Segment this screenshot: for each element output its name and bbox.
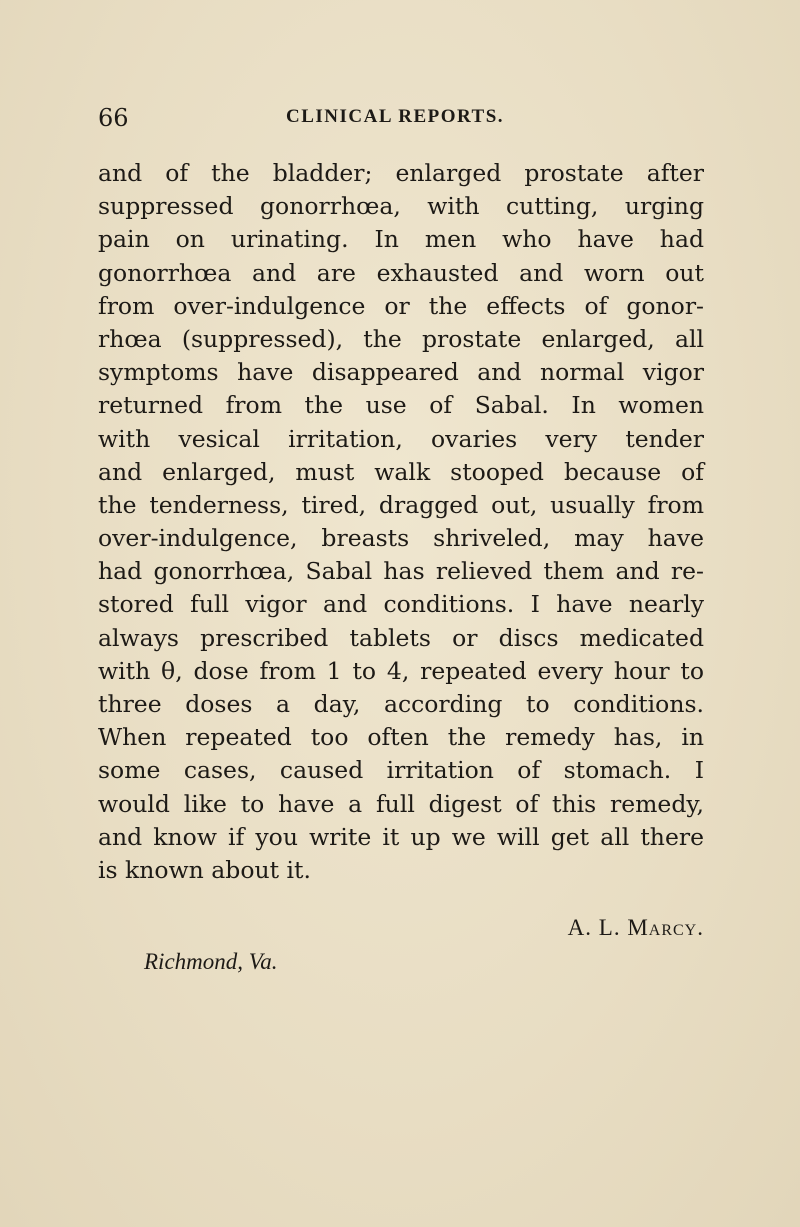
page-number: 66 [98,104,129,132]
text-line: is known about it. [98,855,311,884]
signature-name: A. L. Marcy. [567,915,704,940]
text-line: from over-indulgence or the effects of gonor- [98,291,704,320]
text-line: would like to have a full digest of this remedy, [98,789,704,818]
text-line: three doses a day, according to conditions. [98,690,704,718]
text-line: and enlarged, must walk stooped because of [98,457,704,486]
text-line: with θ, dose from 1 to 4, repeated every hour to [98,656,704,685]
running-title: CLINICAL REPORTS. [286,106,505,127]
text-line: pain on urinating. In men who have had [98,225,704,254]
body-text [98,157,704,974]
page-header [98,104,704,138]
text-line: rhœa (suppressed), the prostate enlarged, all [98,324,704,353]
text-line: stored full vigor and conditions. I have nearly [98,590,704,619]
text-line: returned from the use of Sabal. In women [98,391,704,420]
text-line: and of the bladder; enlarged prostate after [98,159,704,187]
text-line: the tenderness, tired, dragged out, usually from [98,490,704,519]
text-line: over-indulgence, breasts shriveled, may have [98,524,704,553]
text-line: suppressed gonorrhœa, with cutting, urging [98,192,704,221]
text-line: with vesical irritation, ovaries very tender [98,424,704,453]
text-line: some cases, caused irritation of stomach. I [98,756,704,785]
text-line: gonorrhœa and are exhausted and worn out [98,258,704,287]
text-line: always prescribed tablets or discs medicated [98,623,704,652]
place-line: Richmond, Va. [144,949,278,974]
text-line: had gonorrhœa, Sabal has relieved them and re- [98,557,704,586]
signature [98,915,704,948]
text-line: When repeated too often the remedy has, in [98,723,704,752]
text-line: symptoms have disappeared and normal vigor [98,358,704,387]
text-line: and know if you write it up we will get all there [98,822,704,851]
